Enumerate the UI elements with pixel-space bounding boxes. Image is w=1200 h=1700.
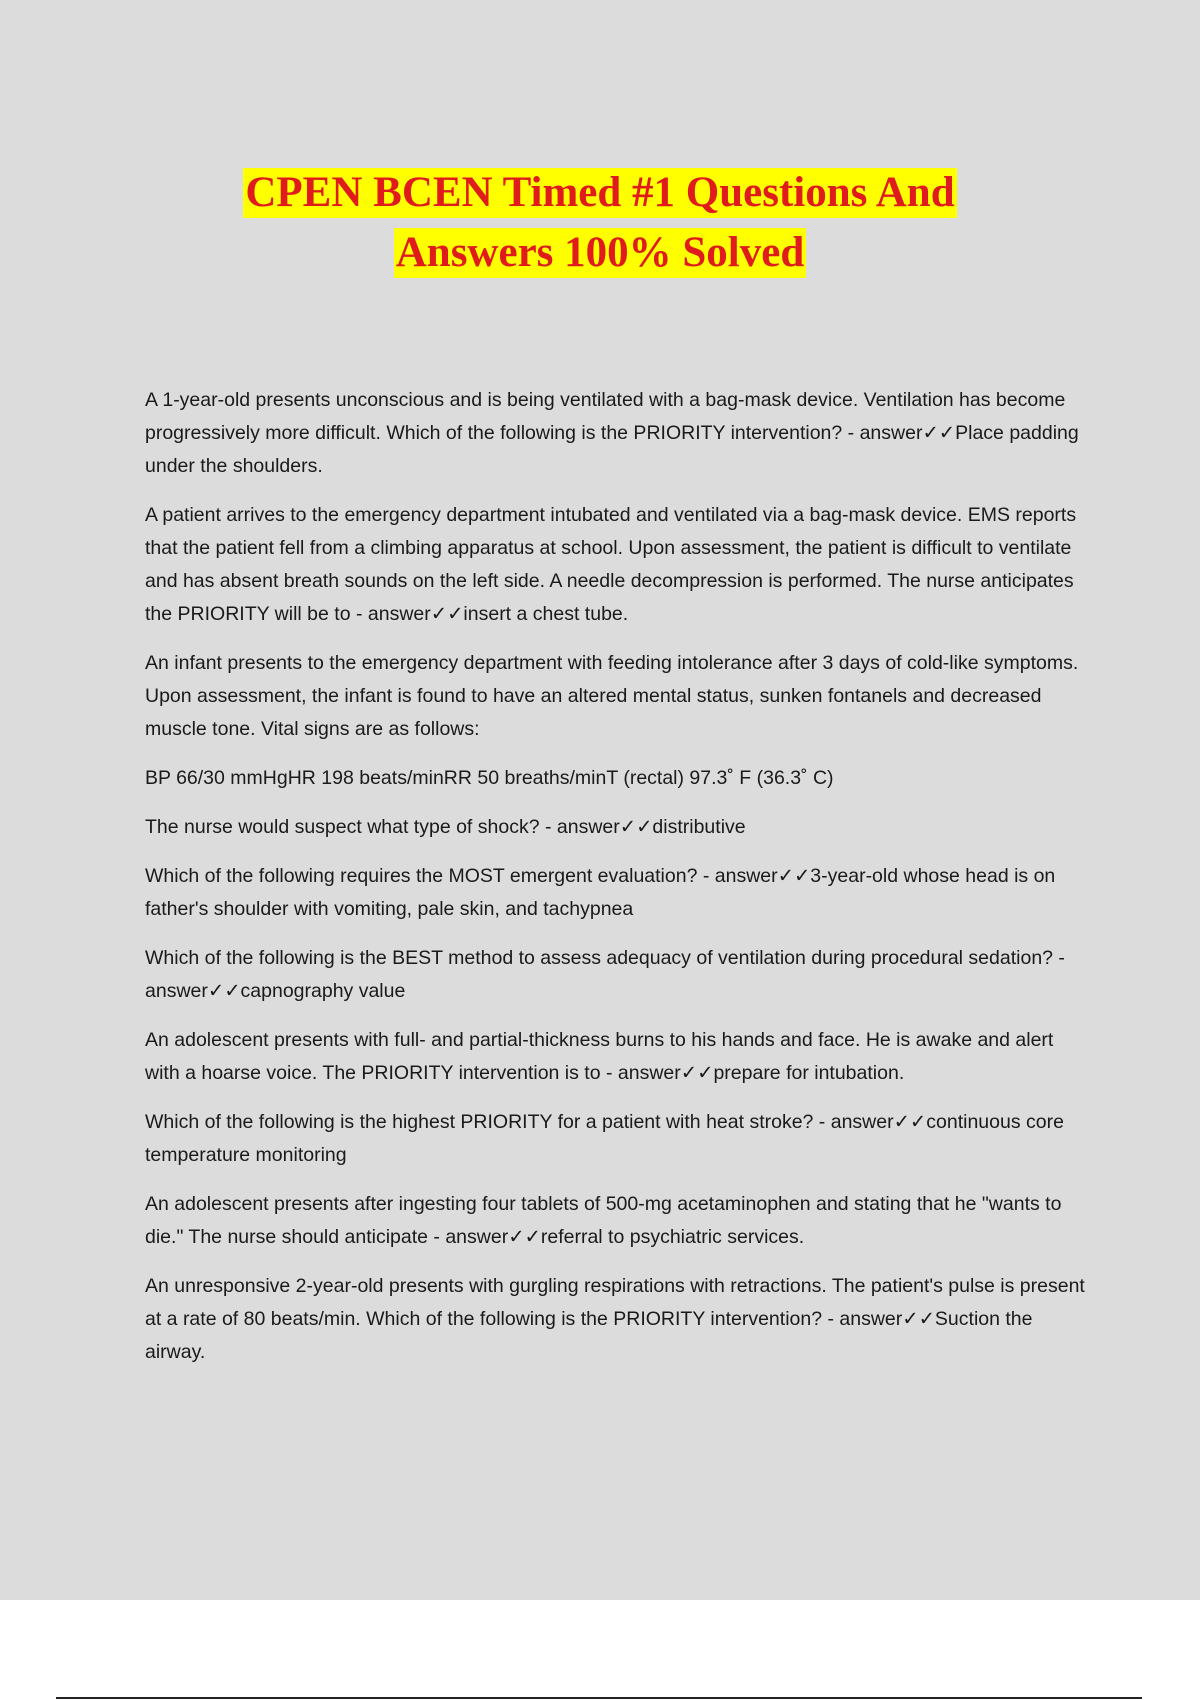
qa-paragraph-11: An unresponsive 2-year-old presents with gurgling respirations with retractions. The patient's pulse is present at a rate of 80 beats/min. Which of the following is the PRIORITY intervention? - answer✓✓Suction the airway. [145,1275,1085,1363]
title-line-1: CPEN BCEN Timed #1 Questions And [245,169,955,216]
qa-paragraph-7: Which of the following is the BEST method to assess adequacy of ventilation during procedural sedation? - answer✓✓capnography value [145,947,1065,1002]
page-title [0,168,1200,288]
qa-paragraph-5: The nurse would suspect what type of shock? - answer✓✓distributive [145,816,746,838]
question-list [145,384,1090,1385]
qa-paragraph-10: An adolescent presents after ingesting four tablets of 500-mg acetaminophen and stating that he "wants to die." The nurse should anticipate - answer✓✓referral to psychiatric services. [145,1193,1062,1248]
vital-signs-line: BP 66/30 mmHgHR 198 beats/minRR 50 breaths/minT (rectal) 97.3˚ F (36.3˚ C) [145,767,834,789]
qa-paragraph-2: A patient arrives to the emergency department intubated and ventilated via a bag-mask device. EMS reports that the patient fell from a climbing apparatus at school. Upon assessment, the patient is difficult to ventilate and has absent breath sounds on the left side. A needle decompression is performed. The nurse anticipates the PRIORITY will be to - answer✓✓insert a chest tube. [145,504,1077,625]
qa-paragraph-8: An adolescent presents with full- and partial-thickness burns to his hands and face. He is awake and alert with a hoarse voice. The PRIORITY intervention is to - answer✓✓prepare for intubation. [145,1029,1054,1084]
qa-paragraph-1: A 1-year-old presents unconscious and is being ventilated with a bag-mask device. Ventilation has become progressively more difficult. Which of the following is the PRIORITY intervention? - answer✓✓Place padding under the shoulders. [145,389,1079,477]
qa-paragraph-9: Which of the following is the highest PRIORITY for a patient with heat stroke? - answer✓✓continuous core temperature monitoring [145,1111,1064,1166]
qa-paragraph-6: Which of the following requires the MOST emergent evaluation? - answer✓✓3-year-old whose head is on father's shoulder with vomiting, pale skin, and tachypnea [145,865,1056,920]
title-line-2: Answers 100% Solved [395,229,805,276]
qa-paragraph-3: An infant presents to the emergency department with feeding intolerance after 3 days of cold-like symptoms. Upon assessment, the infant is found to have an altered mental status, sunken fontanels and decreased muscle tone. Vital signs are as follows: [145,652,1079,740]
footer-divider [56,1697,1142,1699]
